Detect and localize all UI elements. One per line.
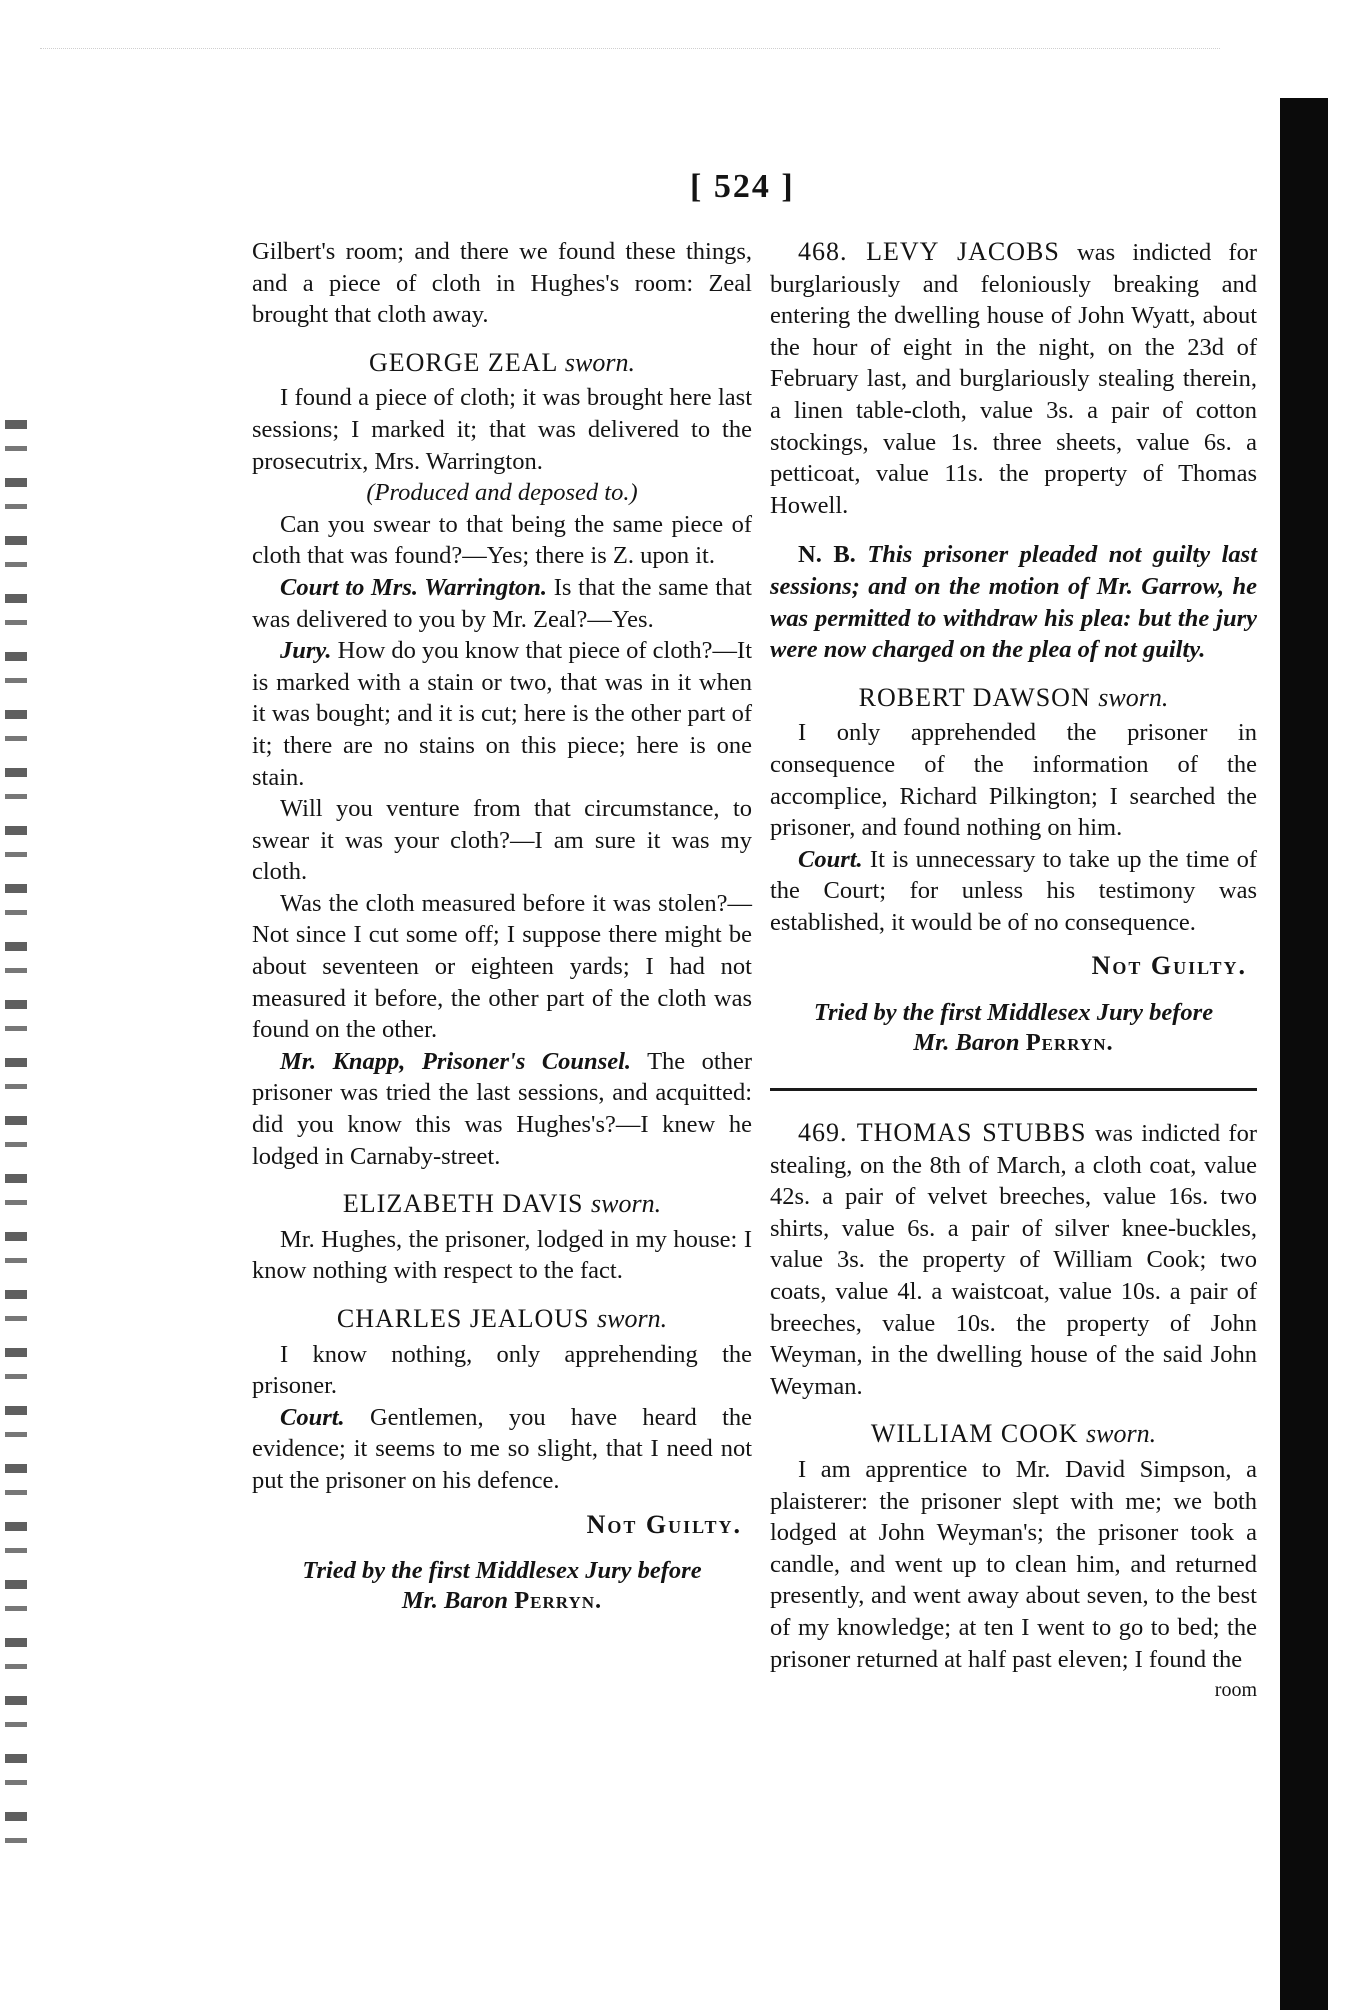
court-exchange	[252, 1402, 752, 1497]
witness-heading-robert-dawson	[770, 682, 1257, 714]
sworn-label: sworn.	[590, 1189, 662, 1219]
speaker-label: Mr. Knapp, Prisoner's Counsel.	[280, 1047, 632, 1075]
testimony-paragraph: Mr. Hughes, the prisoner, lodged in my house: I know nothing with respect to the fact.	[252, 1225, 752, 1285]
testimony-paragraph: Can you swear to that being the same piece of cloth that was found?—Yes; there is Z. upon it.	[252, 510, 752, 570]
judge-name: Perryn.	[514, 1587, 603, 1615]
judge-name: Perryn.	[1025, 1029, 1114, 1057]
page-number: [ 524 ]	[690, 168, 795, 205]
tried-by-note	[770, 998, 1257, 1058]
witness-name: CHARLES JEALOUS	[336, 1304, 590, 1333]
testimony-paragraph: I found a piece of cloth; it was brought here last sessions; I marked it; that was delivered to the prosecutrix, Mrs. Warrington.	[252, 384, 752, 475]
exchange-text: Gentlemen, you have heard the evidence; it seems to me so slight, that I need not put the prisoner on his defence.	[252, 1403, 753, 1494]
verdict: Not Guilty.	[1091, 951, 1247, 981]
witness-name: ELIZABETH DAVIS	[342, 1189, 584, 1219]
case-heading: 468. LEVY JACOBS	[798, 237, 1060, 266]
testimony-paragraph: Was the cloth measured before it was stolen?—Not since I cut some off; I suppose there might be about seventeen or eighteen yards; I had not measured it before, the other part of the cloth was found on the other.	[252, 889, 752, 1044]
verdict: Not Guilty.	[586, 1509, 742, 1539]
tried-by-text: Tried by the first Middlesex Jury before	[302, 1557, 702, 1585]
stage-note: (Produced and deposed to.)	[366, 479, 638, 507]
scan-margin-artifacts	[5, 420, 27, 1860]
witness-name: ROBERT DAWSON	[858, 682, 1091, 712]
sworn-label: sworn.	[564, 347, 635, 377]
witness-name: GEORGE ZEAL	[369, 347, 558, 377]
exchange-text: Is that the same that was delivered to you by Mr. Zeal?—Yes.	[252, 573, 752, 633]
court-exchange	[252, 572, 752, 635]
witness-name: WILLIAM COOK	[870, 1419, 1079, 1449]
witness-heading-george-zeal	[252, 347, 752, 379]
jury-exchange	[252, 635, 752, 793]
exchange-text: How do you know that piece of cloth?—It is marked with a stain or two, that was in it when it was bought; and it is cut; here is the other part of it; there are no stains on this piece; here is one stain.	[252, 637, 752, 791]
sworn-label: sworn.	[1098, 682, 1169, 712]
court-exchange	[770, 844, 1257, 939]
indictment-text: was indicted for burglariously and feloniously breaking and entering the dwelling house of John Wyatt, about the hour of eight in the night, on the 23d of February last, and burglariously stealing therein, a linen table-cloth, value 3s. a pair of cotton stockings, value 1s. three sheets, value 6s. a petticoat, value 11s. the property of Thomas Howell.	[770, 239, 1257, 519]
indictment-text: was indicted for stealing, on the 8th of March, a cloth coat, value 42s. a pair of velvet breeches, value 16s. two shirts, value 6s. a pair of silver knee-buckles, value 3s. the property of William Cook; two coats, value 4l. a waistcoat, value 10s. a pair of breeches, value 10s. the property of John Weyman, in the dwelling house of the said John Weyman.	[770, 1120, 1257, 1400]
nota-bene	[770, 539, 1257, 665]
sworn-label: sworn.	[1086, 1419, 1157, 1449]
witness-heading-charles-jealous	[252, 1303, 752, 1335]
speaker-label: Court.	[280, 1403, 345, 1431]
judge-title: Mr. Baron	[401, 1587, 509, 1615]
exchange-text: It is unnecessary to take up the time of the Court; for unless his testimony was established, it would be of no consequence.	[770, 845, 1258, 936]
speaker-label: Court to Mrs. Warrington.	[280, 573, 548, 601]
testimony-paragraph: Will you venture from that circumstance, to swear it was your cloth?—I am sure it was my cloth.	[252, 795, 752, 886]
catchword: room	[1214, 1679, 1257, 1702]
witness-heading-elizabeth-davis	[252, 1188, 752, 1220]
right-column	[770, 236, 1257, 1707]
section-divider	[770, 1088, 1257, 1091]
testimony-paragraph: I know nothing, only apprehending the prisoner.	[252, 1340, 752, 1400]
counsel-exchange	[252, 1046, 752, 1172]
witness-heading-william-cook	[770, 1418, 1257, 1450]
tried-by-note	[252, 1556, 752, 1616]
book-binding-shadow	[1280, 98, 1328, 2010]
nb-text: This prisoner pleaded not guilty last sessions; and on the motion of Mr. Garrow, he was permitted to withdraw his plea: but the jury were now charged on the plea of not guilty.	[770, 541, 1257, 664]
scan-speckle-edge	[40, 48, 1220, 63]
left-column	[252, 236, 752, 1616]
case-468-indictment	[770, 236, 1257, 521]
tried-by-text: Tried by the first Middlesex Jury before	[813, 999, 1214, 1027]
sworn-label: sworn.	[597, 1304, 668, 1333]
judge-title: Mr. Baron	[913, 1029, 1020, 1057]
nb-label: N. B.	[798, 541, 856, 569]
case-469-indictment	[770, 1117, 1257, 1402]
case-heading: 469. THOMAS STUBBS	[798, 1118, 1087, 1148]
continuation-paragraph: Gilbert's room; and there we found these things, and a piece of cloth in Hughes's room: Zeal brought that cloth away.	[252, 238, 752, 329]
exchange-text: The other prisoner was tried the last sessions, and acquitted: did you know this was Hughes's?—I knew he lodged in Carnaby-street.	[252, 1047, 752, 1170]
speaker-label: Court.	[798, 845, 863, 873]
testimony-paragraph: I am apprentice to Mr. David Simpson, a plaisterer: the prisoner slept with me; we both lodged at John Weyman's; the prisoner took a candle, and went up to clean him, and returned presently, and went away about seven, to the best of my knowledge; at ten I went to go to bed; the prisoner returned at half past eleven; I found the	[770, 1456, 1257, 1673]
testimony-paragraph: I only apprehended the prisoner in consequence of the information of the accomplice, Richard Pilkington; I searched the prisoner, and found nothing on him.	[770, 719, 1257, 842]
speaker-label: Jury.	[280, 637, 332, 665]
